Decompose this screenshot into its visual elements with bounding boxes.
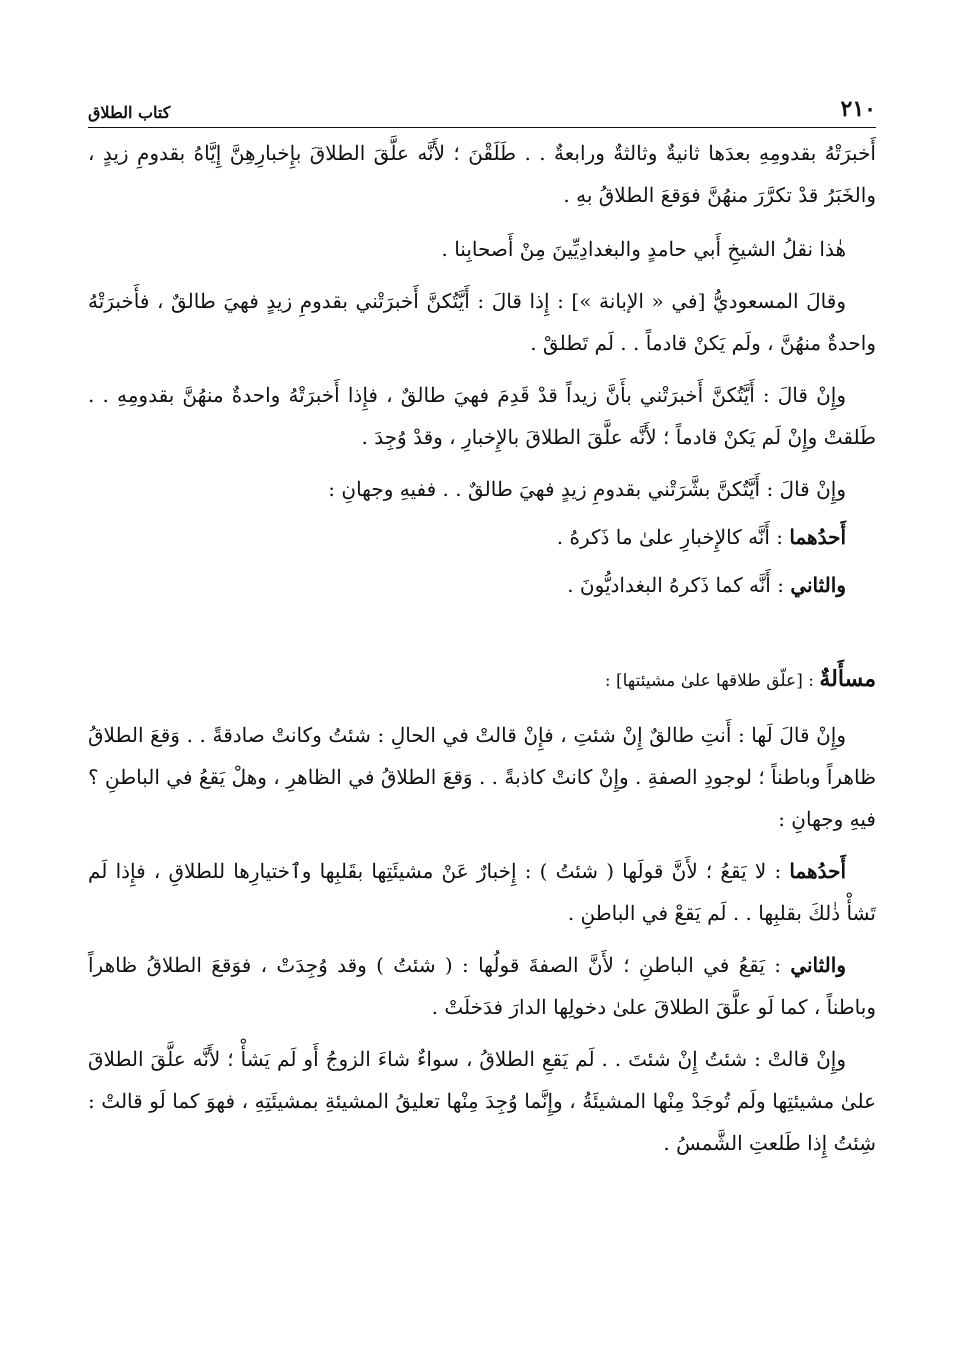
- paragraph-lead: أَحدُهما: [789, 525, 846, 549]
- paragraph: [88, 850, 876, 934]
- paragraph-lead: والثاني: [790, 953, 846, 977]
- paragraph-lead: والثاني: [790, 573, 846, 597]
- masala-heading: [88, 658, 876, 702]
- paragraph-text: : أَنَّه كما ذَكرهُ البغداديُّونَ .: [567, 573, 791, 597]
- paragraph: [88, 714, 876, 840]
- header-rule: [88, 127, 876, 128]
- paragraph: [88, 132, 876, 216]
- page-body: [88, 132, 876, 1174]
- paragraph-text: : لا يَقعُ ؛ لأَنَّ قولَها ( شئتُ ) : إِخبارٌ عَنْ مشيئَتِها بقَلبِها وٱختيارِها للطلاقِ ، فإِذا لَم تَشأْ ذٰلكَ بقلبِها . . لَم يَقعْ في الباطنِ .: [88, 859, 876, 925]
- paragraph-text: : أَنَّه كالإِخبارِ علىٰ ما ذَكرهُ .: [556, 525, 790, 549]
- paragraph: [88, 1038, 876, 1164]
- page-header: [88, 90, 876, 122]
- paragraph-text: وقالَ المسعوديُّ [في « الإبانة »] : إِذا قالَ : أَيَّتُكنَّ أَخبرَتْني بقدومِ زيدٍ فهيَ طالقٌ ، فأَخبرَتْهُ واحدةٌ منهُنَّ ، ولَم يَكنْ قادماً . . لَم تَطلقْ .: [88, 289, 876, 355]
- masala-word: مسأَلةٌ: [819, 666, 876, 692]
- paragraph-lead: أَحدُهما: [789, 859, 846, 883]
- paragraph-text: وإِنْ قالَ : أَيَّتُكنَّ بشَّرَتْني بقدومِ زيدٍ فهيَ طالقٌ . . ففيهِ وجهانِ :: [328, 477, 846, 501]
- paragraph-text: وإِنْ قالتْ : شئتُ إِنْ شئتَ . . لَم يَقعِ الطلاقُ ، سواءٌ شاءَ الزوجُ أَو لَم يَشأْ ؛ لأَنَّه علَّقَ الطلاقَ علىٰ مشيئتِها ولَم تُوجَدْ مِنْها المشيئَةُ ، وإِنَّما وُجِدَ مِنْها تعليقُ المشيئةِ بمشيئَتِهِ ، فهوَ كما لَو قالتْ : شِئتُ إِذا طَلعتِ الشَّمسُ .: [88, 1047, 876, 1155]
- paragraph-text: وإِنْ قالَ لَها : أَنتِ طالقٌ إِنْ شئتِ ، فإِنْ قالتْ في الحالِ : شئتُ وكانتْ صادقةً . . وَقعَ الطلاقُ ظاهراً وباطناً ؛ لوجودِ الصفةِ . وإِنْ كانتْ كاذبةً . . وَقعَ الطلاقُ في الظاهرِ ، وهلْ يَقعُ في الباطنِ ؟ فيهِ وجهانِ :: [88, 723, 876, 831]
- paragraph: [88, 228, 876, 270]
- paragraph: [88, 468, 876, 510]
- page-number: ٢١٠: [840, 96, 876, 122]
- running-title: كتاب الطلاق: [88, 103, 171, 122]
- paragraph: [88, 516, 876, 558]
- paragraph-text: أَخبرَتْهُ بقدومِهِ بعدَها ثانيةٌ وثالثةٌ ورابعةٌ . . طَلَقْنَ ؛ لأَنَّه علَّقَ الطلاقَ بإِخبارِهِنَّ إِيَّاهُ بقدومِ زيدٍ ، والخَبَرُ قدْ تكرَّرَ منهُنَّ فوَقعَ الطلاقُ بهِ .: [88, 141, 876, 207]
- paragraph-text: هٰذا نقلُ الشيخِ أَبي حامدٍ والبغدادِيِّينَ مِنْ أَصحابِنا .: [441, 237, 846, 261]
- paragraph: [88, 564, 876, 606]
- paragraph-text: وإِنْ قالَ : أَيَّتُكنَّ أَخبرَتْني بأَنَّ زيداً قدْ قَدِمَ فهيَ طالقٌ ، فإِذا أَخبرَتْهُ واحدةٌ منهُنَّ بقدومِهِ . . طَلقتْ وإِنْ لَم يَكنْ قادماً ؛ لأَنَّه علَّقَ الطلاقَ بالإِخبارِ ، وقدْ وُجِدَ .: [88, 383, 876, 449]
- paragraph: [88, 280, 876, 364]
- paragraph: [88, 374, 876, 458]
- paragraph-text: : يَقعُ في الباطنِ ؛ لأَنَّ الصفةَ قولُها : ( شئتُ ) وقد وُجِدَتْ ، فوَقعَ الطلاقُ ظاهراً وباطناً ، كما لَو علَّقَ الطلاقَ علىٰ دخولِها الدارَ فدَخلَتْ .: [88, 953, 876, 1019]
- masala-title: : [علّق طلاقها علىٰ مشيئتها] :: [604, 671, 820, 691]
- paragraph: [88, 944, 876, 1028]
